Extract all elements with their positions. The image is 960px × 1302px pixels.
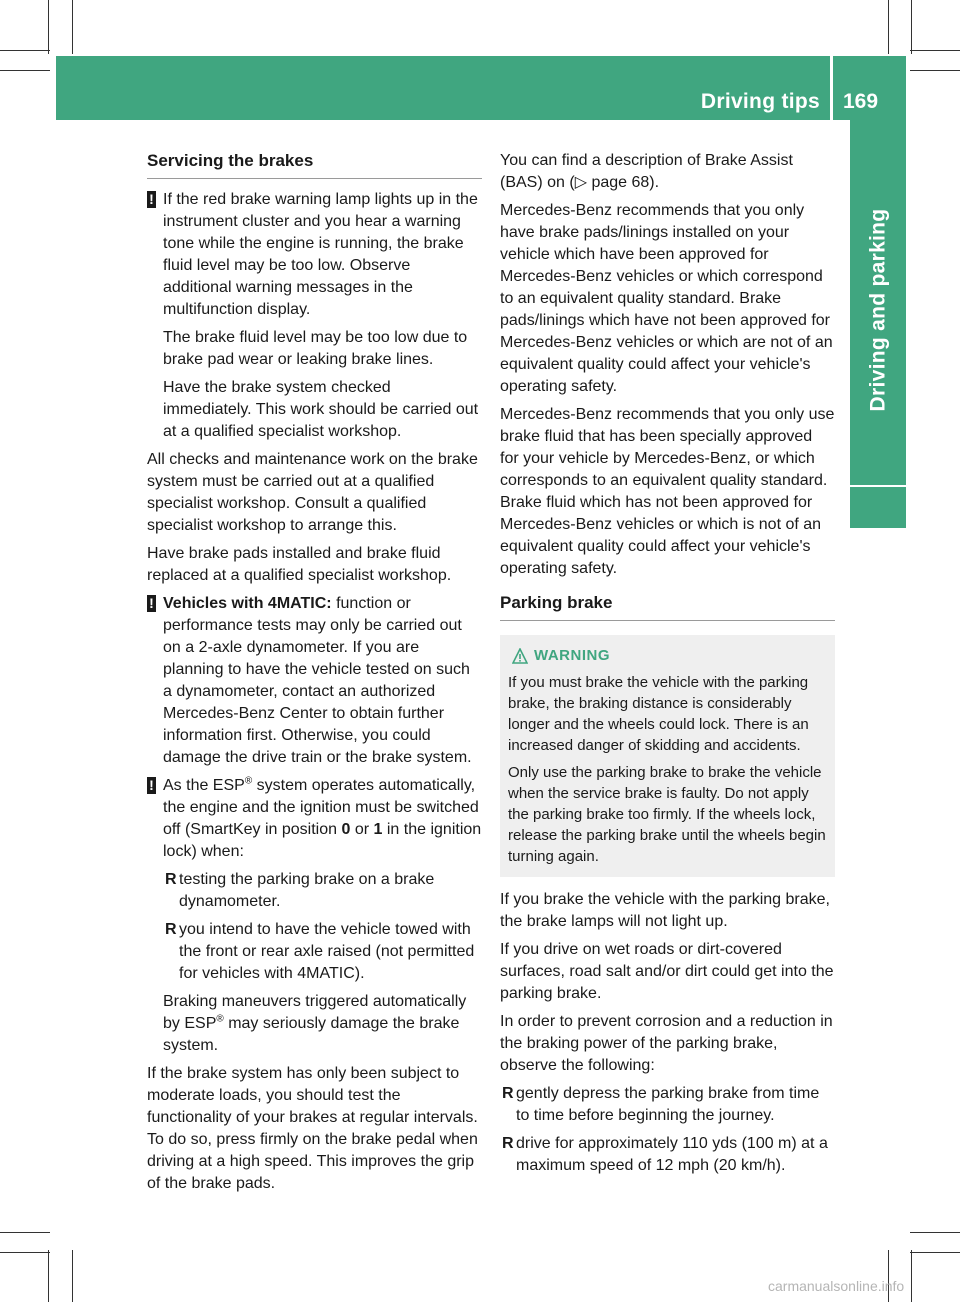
- crop-mark: [910, 1232, 960, 1233]
- left-column: [147, 150, 482, 1201]
- exclamation-icon: !: [147, 777, 156, 794]
- paragraph: If you brake the vehicle with the parking brake, the brake lamps will not light up.: [500, 891, 830, 930]
- page-reference-arrow-icon: ▷: [574, 174, 587, 191]
- note-paragraph: [163, 775, 482, 863]
- exclamation-icon: !: [147, 595, 156, 612]
- crop-mark: [72, 1250, 73, 1302]
- header-divider: [830, 56, 833, 120]
- crop-mark: [888, 1250, 889, 1302]
- bullet-marker: R: [165, 871, 177, 888]
- paragraph-text: You can find a description of Brake Assist (BAS) on (: [500, 152, 793, 191]
- side-tab-marker: [850, 487, 906, 528]
- crop-mark: [911, 0, 912, 54]
- paragraph: Mercedes-Benz recommends that you only use brake fluid that has been specially approved for your vehicle by Mercedes-Benz, or which corresponds to an equivalent quality standard. Brake fluid which has not been approved for Mercedes-Benz vehicles or which is not of an equivalent quality could affect your vehicle's operating safety.: [500, 406, 835, 577]
- crop-mark: [48, 1250, 49, 1302]
- list-item: [163, 919, 482, 985]
- crop-mark: [0, 70, 50, 71]
- note-text: As the ESP: [163, 777, 245, 794]
- list-item-text: testing the parking brake on a brake dynamometer.: [179, 871, 435, 910]
- list-item: [500, 1083, 835, 1127]
- list-item: [500, 1133, 835, 1177]
- registered-mark: ®: [216, 1013, 224, 1025]
- bullet-marker: R: [165, 921, 177, 938]
- note-text: system operates automatically, the engine and the ignition must be switched off (SmartKey in position: [163, 777, 479, 838]
- note-text: function or performance tests may only be carried out on a 2-axle dynamometer. If you are planning to have the vehicle tested on such a dynamometer, contact an authorized Mercedes-Benz Center to obtain further information first. Otherwise, you could damage the drive train or the brake system.: [163, 595, 472, 766]
- watermark: carmanualsonline.info: [768, 1278, 905, 1294]
- ignition-position-1: 1: [373, 821, 383, 838]
- list-item-text: drive for approximately 110 yds (100 m) at a maximum speed of 12 mph (20 km/h).: [516, 1135, 828, 1174]
- note-bold-lead: Vehicles with 4MATIC:: [163, 595, 332, 612]
- section-title-servicing-brakes: Servicing the brakes: [147, 150, 482, 179]
- registered-mark: ®: [244, 775, 253, 787]
- warning-header: [508, 645, 827, 666]
- crop-mark: [72, 0, 73, 54]
- crop-mark: [0, 1252, 50, 1253]
- warning-label: WARNING: [534, 647, 610, 664]
- chapter-title: Driving tips: [700, 90, 820, 113]
- list-item-text: gently depress the parking brake from time to time before beginning the journey.: [516, 1085, 820, 1124]
- note-text: Braking maneuvers triggered automatically by ESP: [163, 993, 467, 1032]
- note-paragraph: Have the brake system checked immediately. This work should be carried out at a qualified specialist workshop.: [163, 379, 479, 440]
- section-title-parking-brake: Parking brake: [500, 592, 835, 621]
- crop-mark: [910, 70, 960, 71]
- note-paragraph: If the red brake warning lamp lights up in the instrument cluster and you hear a warning tone while the engine is running, the brake fluid level may be too low. Observe additional warning messages in the multifunction display.: [163, 191, 478, 318]
- warning-box: [500, 635, 835, 877]
- side-tab: [852, 208, 904, 412]
- right-column: [500, 150, 835, 1183]
- page-number: 169: [843, 90, 879, 113]
- crop-mark: [911, 1250, 912, 1302]
- crop-mark: [48, 0, 49, 54]
- page-reference[interactable]: page 68).: [591, 174, 660, 191]
- crop-mark: [910, 50, 960, 51]
- crop-mark: [888, 0, 889, 54]
- side-tab-label: Driving and parking: [866, 208, 889, 412]
- paragraph: [500, 150, 835, 194]
- note-paragraph: The brake fluid level may be too low due to brake pad wear or leaking brake lines.: [163, 329, 468, 368]
- crop-mark: [0, 50, 50, 51]
- bullet-marker: R: [502, 1135, 514, 1152]
- paragraph: In order to prevent corrosion and a reduction in the braking power of the parking brake, observe the following:: [500, 1013, 833, 1074]
- list-item-text: you intend to have the vehicle towed with the front or rear axle raised (not permitted for vehicles with 4MATIC).: [179, 921, 475, 982]
- note-text: may seriously damage the brake system.: [163, 1015, 460, 1054]
- ignition-position-0: 0: [341, 821, 351, 838]
- note-paragraph: [163, 991, 482, 1057]
- note-brake-fluid: [147, 189, 482, 443]
- note-paragraph: [163, 593, 482, 769]
- warning-triangle-icon: [512, 648, 528, 664]
- paragraph: Mercedes-Benz recommends that you only have brake pads/linings installed on your vehicle which have been approved for Mercedes-Benz vehicles or which correspond to an equivalent quality standard. Brake pads/linings which have not been approved for Mercedes-Benz vehicles or which are not of an equivalent quality could affect your vehicle's operating safety.: [500, 202, 833, 395]
- crop-mark: [0, 1232, 50, 1233]
- list-item: [163, 869, 482, 913]
- note-text: or: [354, 821, 370, 838]
- note-text: in the ignition lock) when:: [163, 821, 482, 860]
- crop-mark: [910, 1252, 960, 1253]
- paragraph: If the brake system has only been subject to moderate loads, you should test the functionality of your brakes at regular intervals. To do so, press firmly on the brake pedal when driving at a high speed. This improves the grip of the brake pads.: [147, 1065, 478, 1192]
- warning-paragraph: If you must brake the vehicle with the parking brake, the braking distance is considerably longer and the wheels could lock. There is an increased danger of skidding and accidents.: [508, 674, 809, 754]
- bullet-marker: R: [502, 1085, 514, 1102]
- paragraph: Have brake pads installed and brake fluid replaced at a qualified specialist workshop.: [147, 545, 452, 584]
- note-4matic: [147, 593, 482, 769]
- exclamation-icon: !: [147, 191, 156, 208]
- note-esp: [147, 775, 482, 1057]
- paragraph: If you drive on wet roads or dirt-covered surfaces, road salt and/or dirt could get into the parking brake.: [500, 941, 834, 1002]
- warning-paragraph: Only use the parking brake to brake the vehicle when the service brake is faulty. Do not apply the parking brake too firmly. If the wheels lock, release the parking brake until the wheels begin turning again.: [508, 764, 826, 865]
- paragraph: All checks and maintenance work on the brake system must be carried out at a qualified specialist workshop. Consult a qualified specialist workshop to arrange this.: [147, 451, 478, 534]
